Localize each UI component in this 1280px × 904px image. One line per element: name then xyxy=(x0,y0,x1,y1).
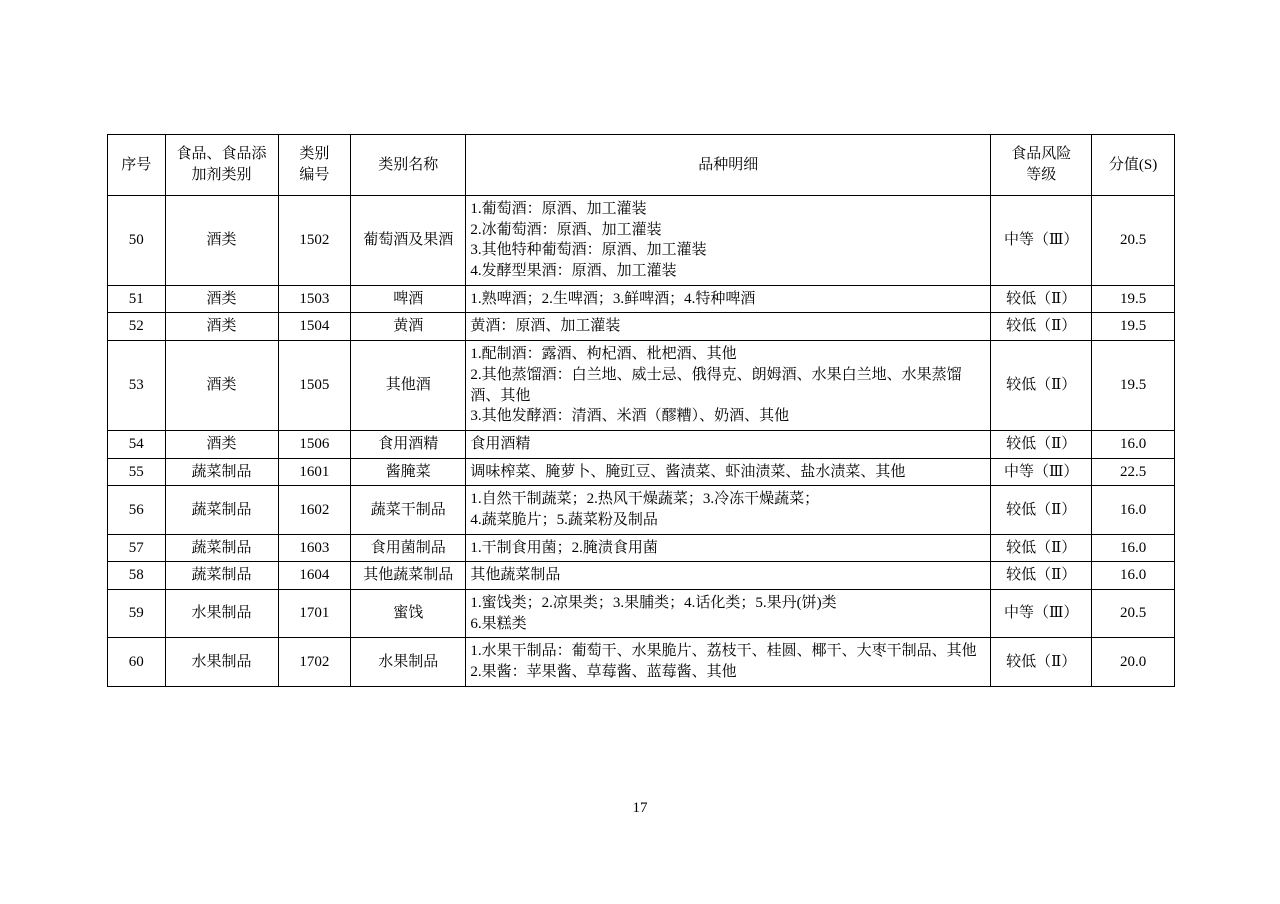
detail-line: 1.葡萄酒：原酒、加工灌装 xyxy=(470,201,647,217)
cell-category: 蔬菜制品 xyxy=(165,562,278,590)
table-row xyxy=(108,430,1175,458)
cell-score: 22.5 xyxy=(1092,458,1175,486)
detail-line: 6.果糕类 xyxy=(470,615,527,632)
header-risk xyxy=(991,135,1092,196)
detail-line: 1.干制食用菌；2.腌渍食用菌 xyxy=(470,539,658,556)
cell-score: 16.0 xyxy=(1092,486,1175,534)
cell-seq: 54 xyxy=(108,430,166,458)
cell-risk: 较低（Ⅱ） xyxy=(991,562,1092,590)
cell-name: 蜜饯 xyxy=(351,590,466,638)
risk-category-table xyxy=(107,134,1175,687)
header-category xyxy=(165,135,278,196)
detail-line: 2.其他蒸馏酒：白兰地、威士忌、俄得克、朗姆酒、水果白兰地、水果蒸馏酒、其他 xyxy=(470,366,962,404)
cell-score: 16.0 xyxy=(1092,534,1175,562)
cell-code: 1701 xyxy=(278,590,351,638)
cell-detail xyxy=(466,562,991,590)
cell-risk: 中等（Ⅲ） xyxy=(991,458,1092,486)
cell-category: 酒类 xyxy=(165,196,278,286)
table-row xyxy=(108,486,1175,534)
cell-code: 1505 xyxy=(278,341,351,431)
header-detail: 品种明细 xyxy=(466,135,991,196)
cell-risk: 较低（Ⅱ） xyxy=(991,313,1092,341)
cell-code: 1603 xyxy=(278,534,351,562)
cell-seq: 50 xyxy=(108,196,166,286)
table-row xyxy=(108,638,1175,686)
cell-category: 酒类 xyxy=(165,341,278,431)
cell-category: 酒类 xyxy=(165,313,278,341)
header-code xyxy=(278,135,351,196)
cell-detail xyxy=(466,534,991,562)
header-risk-line1: 食品风险 xyxy=(1011,146,1072,163)
cell-score: 16.0 xyxy=(1092,430,1175,458)
cell-detail xyxy=(466,486,991,534)
cell-detail xyxy=(466,458,991,486)
cell-name: 其他酒 xyxy=(351,341,466,431)
cell-category: 酒类 xyxy=(165,430,278,458)
cell-score: 20.5 xyxy=(1092,196,1175,286)
cell-score: 20.0 xyxy=(1092,638,1175,686)
cell-code: 1503 xyxy=(278,285,351,313)
cell-code: 1502 xyxy=(278,196,351,286)
detail-line: 1.配制酒：露酒、枸杞酒、枇杷酒、其他 xyxy=(470,346,737,363)
table-row xyxy=(108,285,1175,313)
cell-seq: 56 xyxy=(108,486,166,534)
header-score: 分值(S) xyxy=(1092,135,1175,196)
cell-seq: 51 xyxy=(108,285,166,313)
cell-category: 蔬菜制品 xyxy=(165,534,278,562)
cell-name: 食用菌制品 xyxy=(351,534,466,562)
cell-score: 20.5 xyxy=(1092,590,1175,638)
cell-detail xyxy=(466,590,991,638)
cell-seq: 59 xyxy=(108,590,166,638)
header-risk-line2: 等级 xyxy=(1026,167,1057,183)
detail-line: 食用酒精 xyxy=(470,435,531,452)
cell-seq: 60 xyxy=(108,638,166,686)
risk-category-table-wrapper xyxy=(107,134,1175,687)
table-row xyxy=(108,313,1175,341)
cell-risk: 中等（Ⅲ） xyxy=(991,196,1092,286)
cell-score: 16.0 xyxy=(1092,562,1175,590)
cell-code: 1601 xyxy=(278,458,351,486)
cell-name: 黄酒 xyxy=(351,313,466,341)
cell-detail xyxy=(466,313,991,341)
cell-code: 1602 xyxy=(278,486,351,534)
cell-name: 食用酒精 xyxy=(351,430,466,458)
detail-line: 3.其他特种葡萄酒：原酒、加工灌装 xyxy=(470,242,707,259)
cell-risk: 较低（Ⅱ） xyxy=(991,285,1092,313)
header-code-line2: 编号 xyxy=(299,167,330,183)
detail-line: 黄酒：原酒、加工灌装 xyxy=(470,318,621,335)
header-name: 类别名称 xyxy=(351,135,466,196)
cell-seq: 55 xyxy=(108,458,166,486)
cell-seq: 52 xyxy=(108,313,166,341)
cell-seq: 58 xyxy=(108,562,166,590)
cell-risk: 较低（Ⅱ） xyxy=(991,486,1092,534)
detail-line: 4.发酵型果酒：原酒、加工灌装 xyxy=(470,263,677,280)
table-row xyxy=(108,590,1175,638)
detail-line: 1.蜜饯类；2.凉果类；3.果脯类；4.话化类；5.果丹(饼)类 xyxy=(470,595,837,611)
cell-category: 蔬菜制品 xyxy=(165,486,278,534)
detail-line: 1.水果干制品：葡萄干、水果脆片、荔枝干、桂圆、椰干、大枣干制品、其他 xyxy=(470,643,977,660)
cell-name: 蔬菜干制品 xyxy=(351,486,466,534)
cell-risk: 较低（Ⅱ） xyxy=(991,341,1092,431)
header-category-line1: 食品、食品添 xyxy=(176,146,267,163)
table-row xyxy=(108,562,1175,590)
cell-code: 1702 xyxy=(278,638,351,686)
cell-score: 19.5 xyxy=(1092,313,1175,341)
detail-line: 1.熟啤酒；2.生啤酒；3.鲜啤酒；4.特种啤酒 xyxy=(470,290,756,307)
cell-risk: 较低（Ⅱ） xyxy=(991,430,1092,458)
detail-line: 1.自然干制蔬菜；2.热风干燥蔬菜；3.冷冻干燥蔬菜； xyxy=(470,491,820,508)
cell-risk: 较低（Ⅱ） xyxy=(991,534,1092,562)
cell-detail xyxy=(466,341,991,431)
cell-category: 水果制品 xyxy=(165,638,278,686)
cell-detail xyxy=(466,285,991,313)
cell-seq: 53 xyxy=(108,341,166,431)
cell-score: 19.5 xyxy=(1092,285,1175,313)
table-row xyxy=(108,196,1175,286)
cell-category: 蔬菜制品 xyxy=(165,458,278,486)
detail-line: 调味榨菜、腌萝卜、腌豇豆、酱渍菜、虾油渍菜、盐水渍菜、其他 xyxy=(470,463,906,480)
cell-category: 酒类 xyxy=(165,285,278,313)
header-category-line2: 加剂类别 xyxy=(191,167,252,183)
cell-name: 水果制品 xyxy=(351,638,466,686)
cell-detail xyxy=(466,638,991,686)
cell-category: 水果制品 xyxy=(165,590,278,638)
cell-detail xyxy=(466,196,991,286)
detail-line: 其他蔬菜制品 xyxy=(470,567,561,584)
table-header xyxy=(108,135,1175,196)
cell-detail xyxy=(466,430,991,458)
cell-code: 1604 xyxy=(278,562,351,590)
detail-line: 2.冰葡萄酒：原酒、加工灌装 xyxy=(470,221,662,238)
cell-code: 1506 xyxy=(278,430,351,458)
cell-score: 19.5 xyxy=(1092,341,1175,431)
cell-name: 其他蔬菜制品 xyxy=(351,562,466,590)
table-row xyxy=(108,341,1175,431)
cell-name: 酱腌菜 xyxy=(351,458,466,486)
page-number: 17 xyxy=(632,800,648,816)
table-row xyxy=(108,458,1175,486)
table-header-row xyxy=(108,135,1175,196)
detail-line: 4.蔬菜脆片；5.蔬菜粉及制品 xyxy=(470,511,658,528)
cell-risk: 中等（Ⅲ） xyxy=(991,590,1092,638)
cell-seq: 57 xyxy=(108,534,166,562)
table-body xyxy=(108,196,1175,687)
detail-line: 2.果酱：苹果酱、草莓酱、蓝莓酱、其他 xyxy=(470,664,737,681)
cell-name: 啤酒 xyxy=(351,285,466,313)
cell-name: 葡萄酒及果酒 xyxy=(351,196,466,286)
detail-line: 3.其他发酵酒：清酒、米酒（醪糟）、奶酒、其他 xyxy=(470,408,790,425)
header-seq: 序号 xyxy=(108,135,166,196)
header-code-line1: 类别 xyxy=(299,146,330,163)
cell-code: 1504 xyxy=(278,313,351,341)
cell-risk: 较低（Ⅱ） xyxy=(991,638,1092,686)
table-row xyxy=(108,534,1175,562)
